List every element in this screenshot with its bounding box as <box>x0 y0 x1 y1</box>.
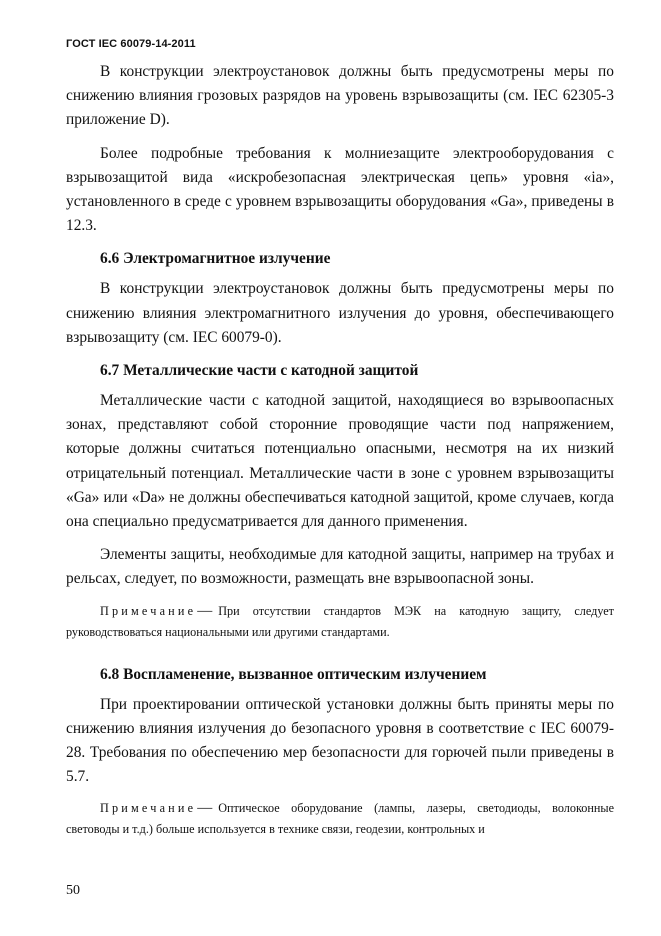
section-heading-6-8: 6.8 Воспламенение, вызванное оптическим излучением <box>100 665 487 683</box>
note-text: Оптическое оборудование (лампы, лазеры, светодиоды, волоконные световоды и т.д.) больше используется в технике связи, геодезии, контрольных и <box>66 801 614 837</box>
page-number: 50 <box>66 883 80 898</box>
note-label: Примечание <box>100 801 197 816</box>
paragraph-optical: При проектировании оптической установки должны быть приняты меры по снижению влияния излучения до безопасного уровня в соответствие с IEC 60079-28. Требования по обеспечению мер безопасности для горючей пыли приведены в 5.7. <box>66 695 614 786</box>
section-heading-6-7: 6.7 Металлические части с катодной защитой <box>100 362 419 380</box>
note-label: Примечание <box>100 603 197 618</box>
page-content <box>66 60 614 849</box>
standard-code-header: ГОСТ IEC 60079-14-2011 <box>66 38 196 50</box>
paragraph-cathodic-parts: Металлические части с катодной защитой, находящиеся во взрывоопасных зонах, представляют собой сторонние проводящие части под напряжением, которые должны считаться потенциально опасными, несмотря на их низкий отрицательный потенциал. Металлические части в зоне с уровнем взрывозащиты «Ga» или «Da» не должны обеспечиваться катодной защитой, кроме случаев, когда она специально предусматривается для данного применения. <box>66 392 614 531</box>
paragraph-electromagnetic: В конструкции электроустановок должны быть предусмотрены меры по снижению влияния электромагнитного излучения до уровня, обеспечивающего взрывозащиту (см. IEC 60079-0). <box>66 280 614 346</box>
paragraph-protection-elements: Элементы защиты, необходимые для катодной защиты, например на трубах и рельсах, следует, по возможности, размещать вне взрывоопасной зоны. <box>66 546 614 588</box>
note-text: При отсутствии стандартов МЭК на катодную защиту, следует руководствоваться национальными или другими стандартами. <box>66 603 614 639</box>
paragraph-lightning: В конструкции электроустановок должны быть предусмотрены меры по снижению влияния грозовых разрядов на уровень взрывозащиты (см. IEC 62305-3 приложение D). <box>66 63 614 129</box>
note-cathodic <box>66 601 614 643</box>
note-optical <box>66 798 614 840</box>
note-dash: — <box>197 602 213 619</box>
note-dash: — <box>197 800 213 817</box>
paragraph-lightning-details: Более подробные требования к молниезащите электрооборудования с взрывозащитой вида «искробезопасная электрическая цепь» уровня «ia», установленного в среде с уровнем взрывозащиты оборудования «Ga», приведены в 12.3. <box>66 144 614 235</box>
section-heading-6-6: 6.6 Электромагнитное излучение <box>100 250 331 268</box>
